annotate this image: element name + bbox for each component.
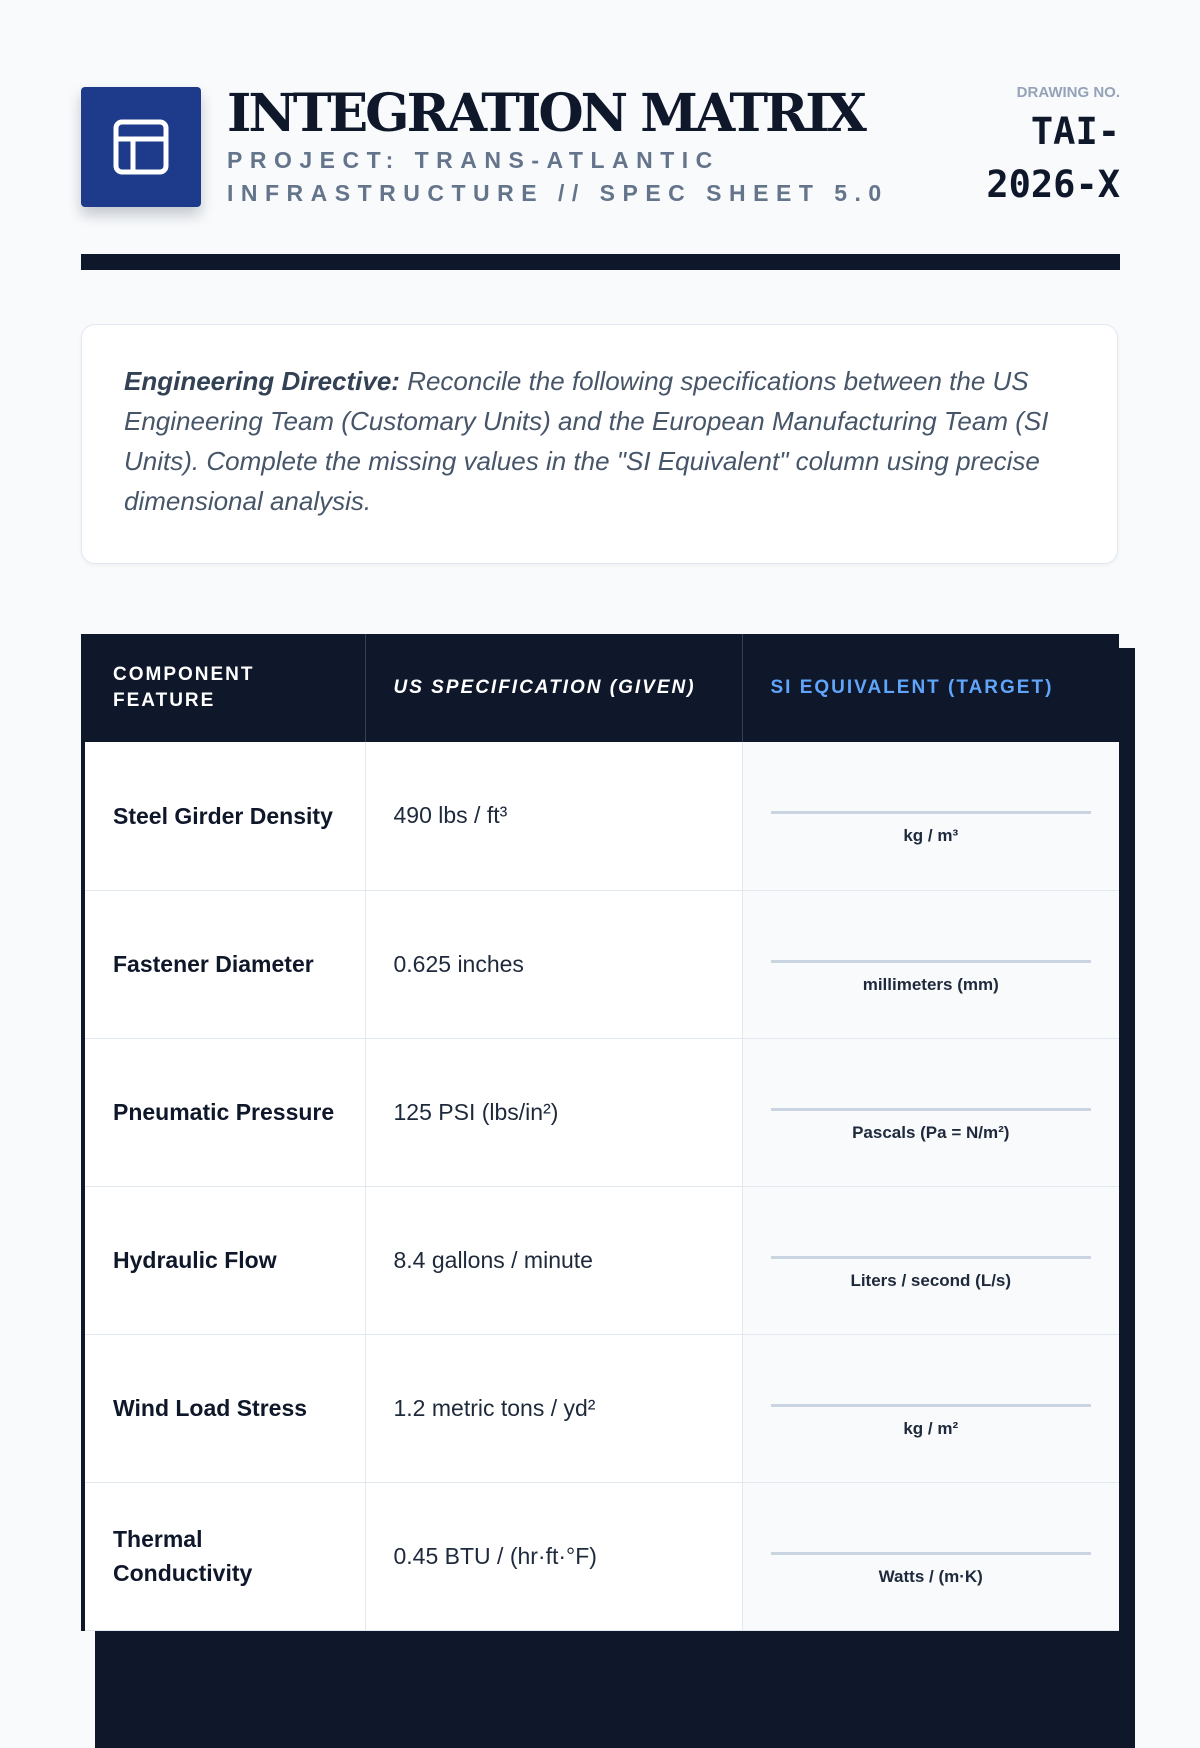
si-answer-cell[interactable] <box>742 890 1119 1038</box>
table-row <box>83 1334 1119 1482</box>
si-answer-cell[interactable] <box>742 742 1119 890</box>
spec-sheet <box>81 0 1120 1586</box>
page-subtitle: PROJECT: TRANS-ATLANTIC INFRASTRUCTURE // SPEC SHEET 5.0 <box>227 147 889 206</box>
feature-cell: Fastener Diameter <box>83 890 365 1038</box>
given-value-cell: 490 lbs / ft³ <box>365 742 742 890</box>
directive-body: Reconcile the following specifications between the US Engineering Team (Customary Units) and the European Manufacturing Team (SI Units). Complete the missing values in the "SI Equivalent" column using precise dimensional analysis. <box>124 366 1049 516</box>
table-row <box>83 1186 1119 1334</box>
given-value-cell: 0.625 inches <box>365 890 742 1038</box>
feature-cell: Thermal Conductivity <box>83 1482 365 1630</box>
table-row <box>83 742 1119 890</box>
target-unit-label: Watts / (m·K) <box>878 1566 983 1586</box>
target-unit-label: Liters / second (L/s) <box>850 1270 1012 1290</box>
page-title: INTEGRATION MATRIX <box>227 83 864 144</box>
given-value-cell: 0.45 BTU / (hr·ft·°F) <box>365 1482 742 1630</box>
drawing-number-label: DRAWING NO. <box>1016 84 1120 101</box>
target-unit-label: kg / m² <box>903 1418 959 1438</box>
column-header-si-equivalent: SI EQUIVALENT (TARGET) <box>742 634 1119 742</box>
feature-cell: Wind Load Stress <box>83 1334 365 1482</box>
layout-icon <box>112 118 170 176</box>
title-block <box>227 80 947 210</box>
answer-blank[interactable] <box>771 1404 1092 1407</box>
si-answer-cell[interactable] <box>742 1334 1119 1482</box>
target-unit-label: kg / m³ <box>903 826 959 846</box>
si-answer-cell[interactable] <box>742 1186 1119 1334</box>
header <box>81 0 1120 270</box>
answer-blank[interactable] <box>771 1552 1092 1555</box>
given-value-cell: 8.4 gallons / minute <box>365 1186 742 1334</box>
table-row <box>83 1038 1119 1186</box>
table-header-row <box>83 634 1119 742</box>
feature-cell: Pneumatic Pressure <box>83 1038 365 1186</box>
feature-cell: Steel Girder Density <box>83 742 365 890</box>
app-logo <box>81 87 201 207</box>
answer-blank[interactable] <box>771 811 1092 814</box>
feature-cell: Hydraulic Flow <box>83 1186 365 1334</box>
header-divider <box>81 254 1120 270</box>
answer-blank[interactable] <box>771 960 1092 963</box>
directive-lead: Engineering Directive: <box>124 366 400 396</box>
engineering-directive <box>81 324 1118 564</box>
si-answer-cell[interactable] <box>742 1038 1119 1186</box>
column-header-feature: COMPONENT FEATURE <box>83 634 365 742</box>
conversion-table-wrapper <box>81 634 1135 1631</box>
table-row <box>83 890 1119 1038</box>
si-answer-cell[interactable] <box>742 1482 1119 1630</box>
target-unit-label: millimeters (mm) <box>862 974 999 994</box>
conversion-table <box>81 634 1119 1631</box>
answer-blank[interactable] <box>771 1108 1092 1111</box>
drawing-number-block <box>970 84 1120 211</box>
given-value-cell: 1.2 metric tons / yd² <box>365 1334 742 1482</box>
answer-blank[interactable] <box>771 1256 1092 1259</box>
given-value-cell: 125 PSI (lbs/in²) <box>365 1038 742 1186</box>
column-header-us-spec: US SPECIFICATION (GIVEN) <box>365 634 742 742</box>
drawing-number: TAI-2026-X <box>986 110 1120 206</box>
target-unit-label: Pascals (Pa = N/m²) <box>852 1122 1010 1142</box>
table-row <box>83 1482 1119 1630</box>
directive-text <box>124 361 1075 521</box>
